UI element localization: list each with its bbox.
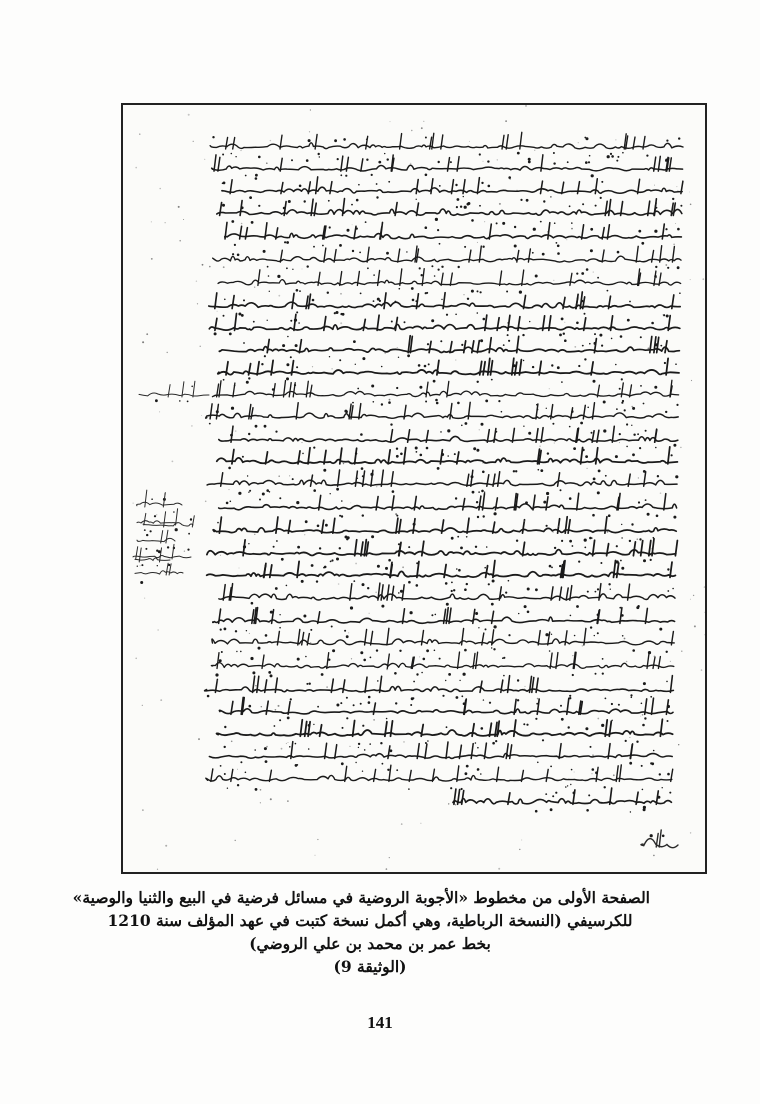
caption-line-1: الصفحة الأولى من مخطوط «الأجوبة الروضية في مسائل فرضية في البيع والثنيا والوصية» bbox=[72, 888, 650, 907]
manuscript-image bbox=[121, 103, 707, 874]
page-number: 141 bbox=[367, 1013, 393, 1032]
caption-line-2: للكرسيفي (النسخة الرباطية، وهي أكمل نسخة كتبت في عهد المؤلف سنة 1210 bbox=[107, 911, 633, 930]
caption-line-4: (الوثيقة 9) bbox=[333, 957, 407, 976]
manuscript-handwriting bbox=[123, 105, 707, 874]
caption-line-3: بخط عمر بن محمد بن علي الروضي) bbox=[249, 934, 491, 953]
figure-caption bbox=[72, 886, 650, 978]
